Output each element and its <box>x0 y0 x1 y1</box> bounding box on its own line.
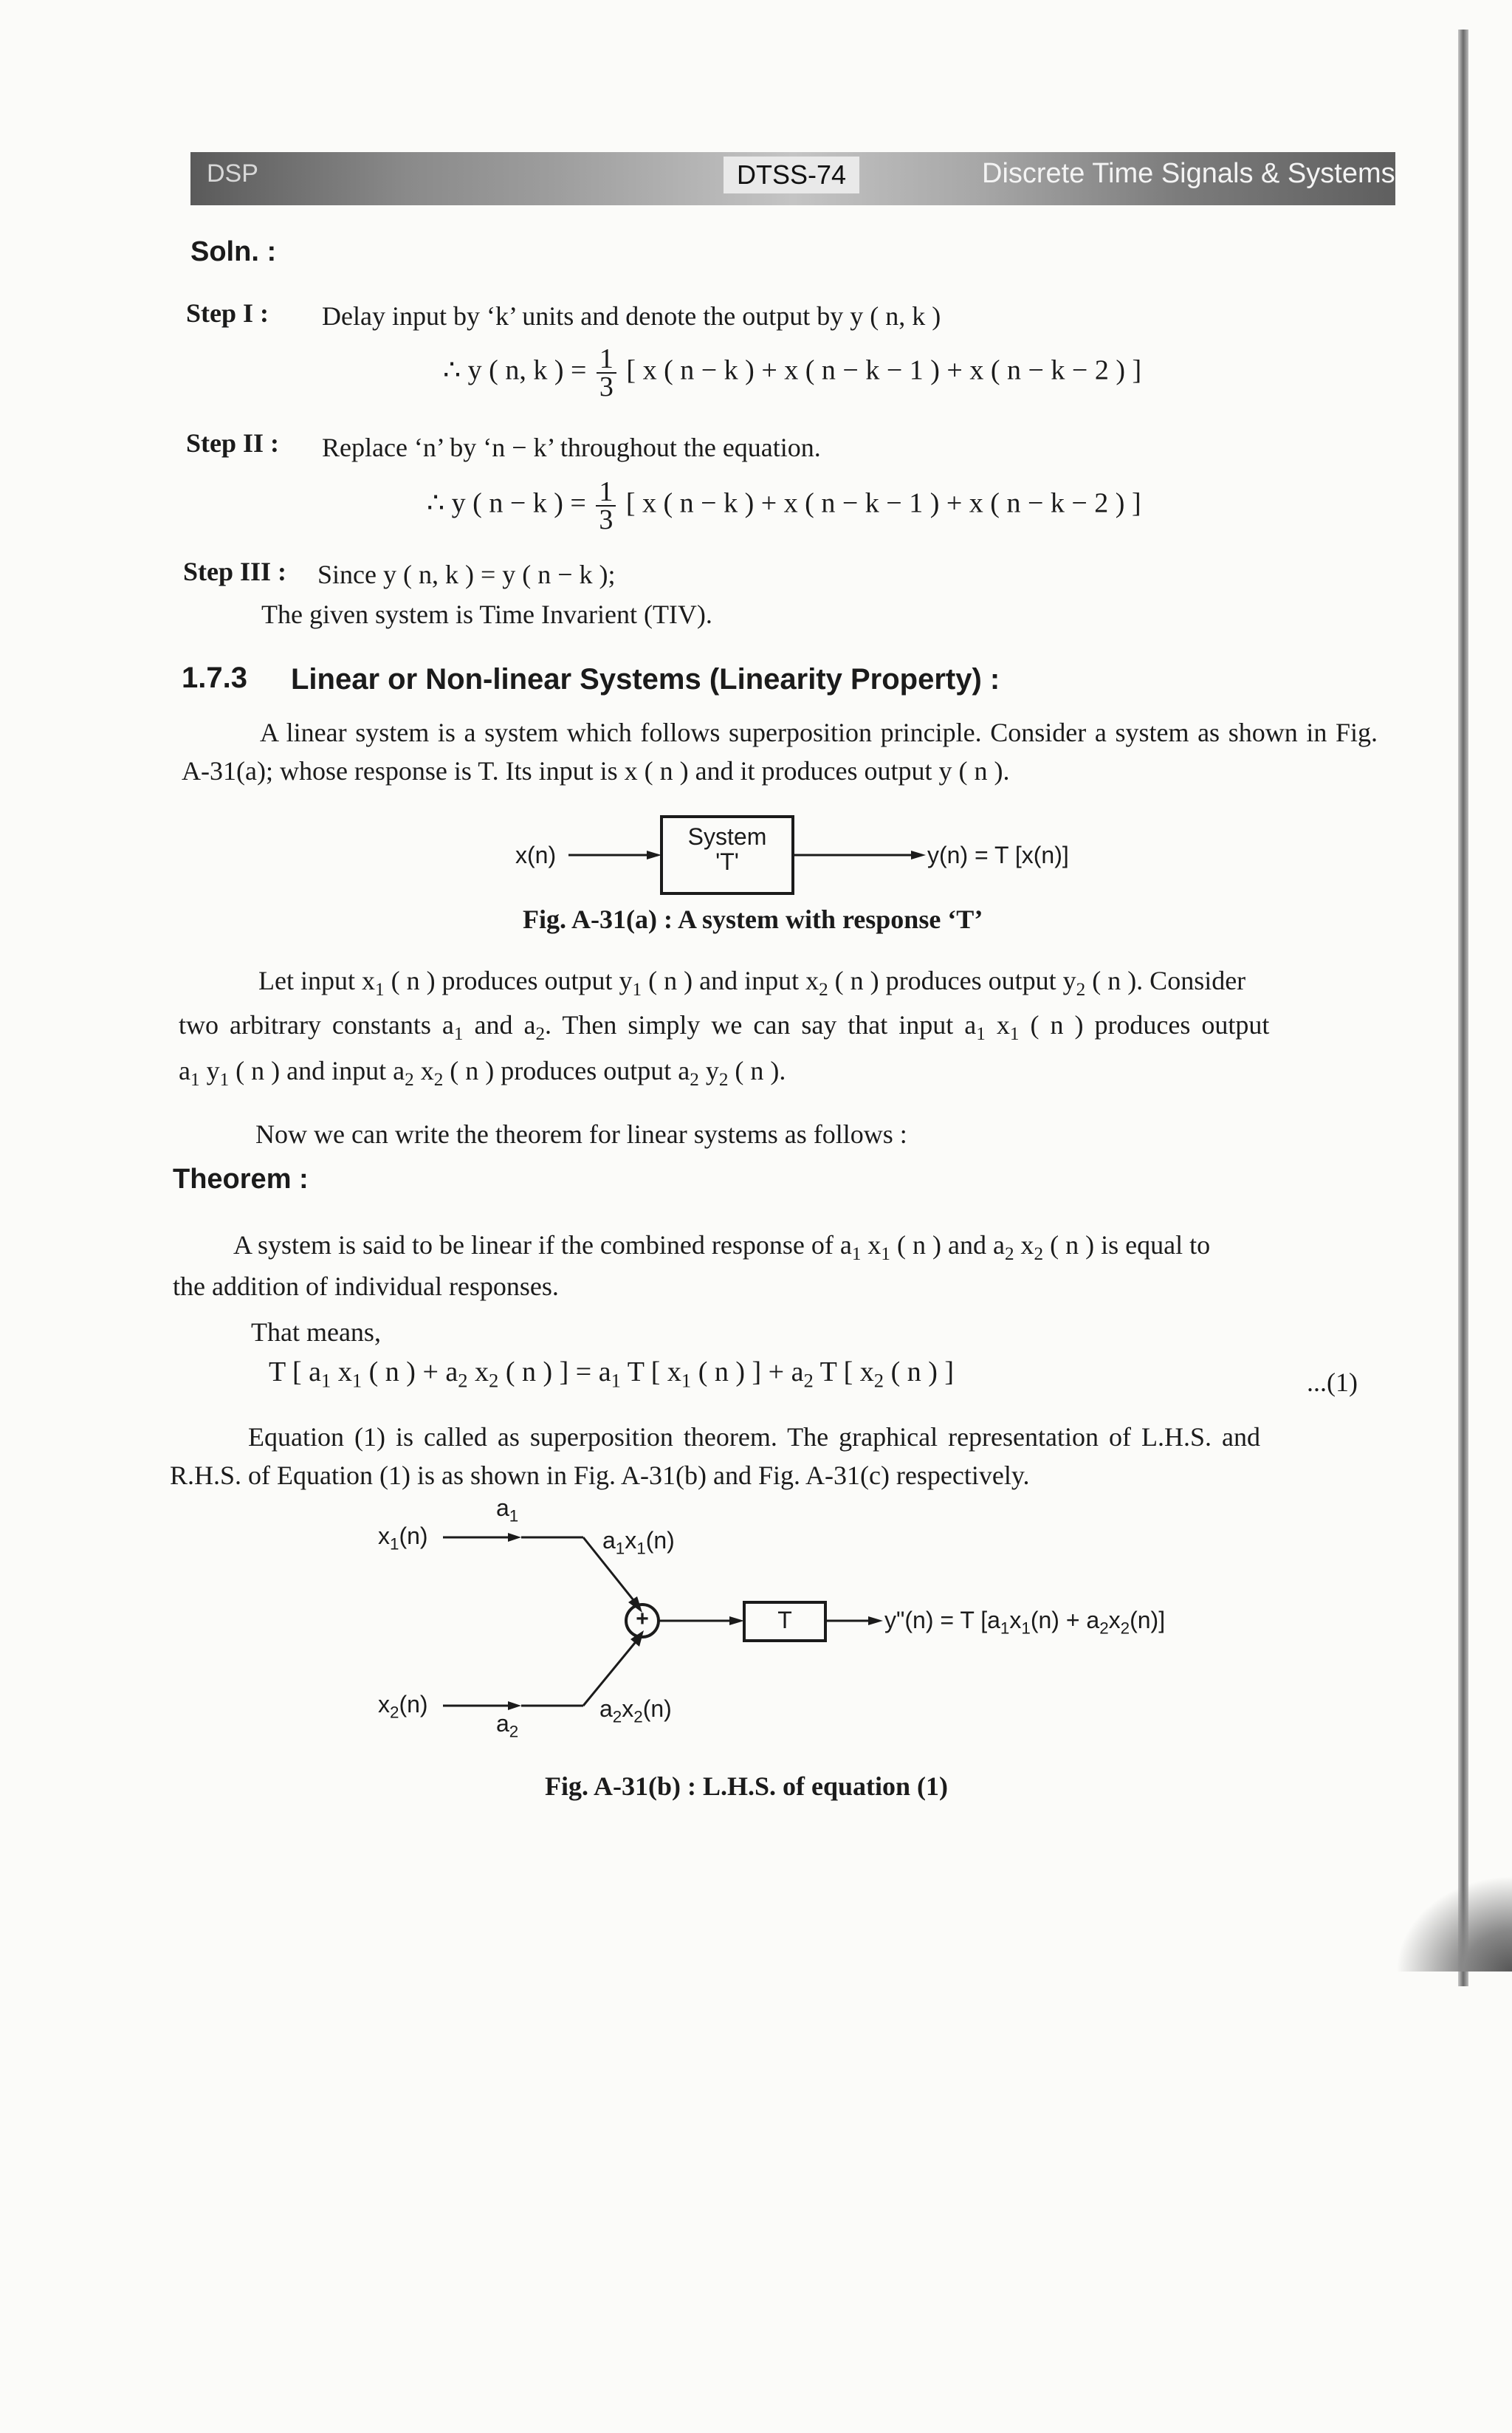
fig-a-input-label: x(n) <box>515 842 557 868</box>
subscript: 2 <box>690 1070 699 1091</box>
theorem-line2: the addition of individual responses. <box>173 1272 559 1301</box>
equation-superposition <box>269 1356 954 1393</box>
fraction-one-third <box>597 343 616 402</box>
text-run: ( n ) ] <box>884 1356 955 1387</box>
text-run: x <box>378 1691 390 1717</box>
text-run: and a <box>463 1010 536 1040</box>
paragraph-inputs-line1 <box>258 961 1245 1009</box>
subscript: 2 <box>1099 1619 1109 1638</box>
fig-a-box-label <box>662 824 793 874</box>
a2-gain-label <box>496 1710 518 1741</box>
fraction-denominator: 3 <box>599 371 614 402</box>
text-run: x <box>467 1356 489 1387</box>
section-title: Linear or Non-linear Systems (Linearity Property) : <box>291 663 1000 696</box>
x1-arrowhead <box>508 1533 521 1542</box>
subscript: 2 <box>873 1369 884 1392</box>
step3-text: Since y ( n, k ) = y ( n − k ); <box>317 560 616 589</box>
text-run: ( n ) produces output <box>1019 1010 1270 1040</box>
subscript: 1 <box>453 1024 464 1045</box>
fig-b-caption: Fig. A-31(b) : L.H.S. of equation (1) <box>545 1771 949 1801</box>
that-means: That means, <box>251 1317 381 1347</box>
text-run: y <box>698 1056 719 1085</box>
text-run: ( n ) + a <box>362 1356 458 1387</box>
text-run: (n) + a <box>1030 1607 1100 1633</box>
subscript: 1 <box>351 1369 362 1392</box>
subscript: 1 <box>636 1539 646 1558</box>
paragraph-linear-system: A linear system is a system which follows superposition principle. Consider a system as shown in Fig. A-31(a); whose response is T. Its input is x ( n ) and it produces output y ( n ). <box>182 718 1378 786</box>
subscript: 2 <box>612 1707 622 1726</box>
subscript: 2 <box>718 1070 729 1091</box>
subscript: 1 <box>632 980 642 1001</box>
text-run: x <box>1009 1607 1022 1633</box>
text-run: ( n ) and a <box>890 1230 1005 1260</box>
text-run: x <box>985 1010 1010 1040</box>
step3-label: Step III : <box>183 557 287 586</box>
fraction-one-third <box>596 478 616 533</box>
text-run: (n)] <box>1130 1607 1166 1633</box>
text-run: (n) <box>645 1527 675 1554</box>
a1x1-label <box>602 1527 675 1558</box>
subscript: 2 <box>509 1722 519 1741</box>
subscript: 1 <box>1000 1619 1010 1638</box>
subscript: 2 <box>458 1369 468 1392</box>
subscript: 2 <box>1120 1619 1130 1638</box>
subscript: 1 <box>190 1070 200 1091</box>
subscript: 1 <box>1021 1619 1031 1638</box>
header-chapter-title: Discrete Time Signals & Systems <box>982 158 1395 189</box>
step2-text: Replace ‘n’ by ‘n − k’ throughout the equation. <box>322 433 821 462</box>
T-output-arrowhead <box>868 1616 883 1625</box>
text-run: ( n ) produces output y <box>384 966 633 995</box>
x2-input-label <box>378 1691 428 1722</box>
text-run: a <box>179 1056 190 1085</box>
text-run: x <box>378 1523 390 1549</box>
system-T-label: 'T' <box>715 848 739 875</box>
subscript: 2 <box>433 1070 444 1091</box>
subscript: 2 <box>1004 1244 1014 1265</box>
subscript: 2 <box>489 1369 499 1392</box>
text-run: a <box>599 1695 613 1722</box>
subscript: 1 <box>681 1369 692 1392</box>
text-run: x <box>1108 1607 1121 1633</box>
text-run: ( n ) produces output a <box>443 1056 690 1085</box>
x2-arrowhead <box>508 1701 521 1710</box>
fig-b-output-label <box>884 1607 1165 1638</box>
text-run: x <box>861 1230 882 1260</box>
text-run: ( n ). Consider <box>1085 966 1246 995</box>
fraction-numerator: 1 <box>596 478 616 507</box>
input-arrowhead <box>647 851 662 859</box>
paragraph-theorem-intro: Now we can write the theorem for linear systems as follows : <box>255 1119 907 1149</box>
page-edge-shadow <box>1458 30 1468 1986</box>
text-run: y <box>199 1056 220 1085</box>
subscript: 1 <box>219 1070 230 1091</box>
subscript: 1 <box>321 1369 331 1392</box>
page-corner-shadow <box>1395 1876 1512 1972</box>
fig-a-caption: Fig. A-31(a) : A system with response ‘T’ <box>523 905 983 934</box>
theorem-heading: Theorem : <box>173 1164 309 1195</box>
subscript: 1 <box>374 980 385 1001</box>
header-book-code: DSP <box>207 159 258 188</box>
text-run: Let input x <box>258 966 375 995</box>
paragraph-inputs-line3 <box>179 1051 786 1099</box>
text-run: x <box>413 1056 434 1085</box>
text-run: two arbitrary constants a <box>179 1010 454 1040</box>
subscript: 2 <box>390 1703 399 1722</box>
subscript: 1 <box>615 1539 625 1558</box>
subscript: 1 <box>976 1024 986 1045</box>
text-run: a <box>496 1495 509 1521</box>
step2-equation <box>427 478 1141 533</box>
text-run: a <box>602 1527 616 1554</box>
text-run: T [ x <box>813 1356 874 1387</box>
step1-label: Step I : <box>186 298 269 328</box>
subscript: 1 <box>611 1369 621 1392</box>
subscript: 2 <box>819 980 828 1001</box>
step2-label: Step II : <box>186 428 280 458</box>
equation-number: ...(1) <box>1307 1368 1358 1397</box>
a2x2-label <box>599 1695 672 1726</box>
text-run: ( n ) ] = a <box>498 1356 611 1387</box>
step2-eq-rhs: [ x ( n − k ) + x ( n − k − 1 ) + x ( n − k − 2 ) ] <box>625 487 1141 519</box>
text-run: ( n ) and input x <box>642 966 819 995</box>
T-block-label: T <box>777 1607 792 1633</box>
step3-conclusion: The given system is Time Invarient (TIV). <box>261 600 712 629</box>
step1-eq-rhs: [ x ( n − k ) + x ( n − k − 1 ) + x ( n − k − 2 ) ] <box>626 354 1142 386</box>
text-run: T [ a <box>269 1356 322 1387</box>
subscript: 1 <box>881 1244 890 1265</box>
fraction-numerator: 1 <box>597 346 616 374</box>
paragraph-superposition-line1: Equation (1) is called as superposition theorem. The graphical representation of L.H.S. and <box>248 1422 1260 1452</box>
text-run: x <box>331 1356 352 1387</box>
text-run: A system is said to be linear if the combined response of a <box>233 1230 852 1260</box>
subscript: 2 <box>633 1707 643 1726</box>
solution-heading: Soln. : <box>190 236 277 267</box>
subscript: 2 <box>803 1369 814 1392</box>
subscript: 2 <box>1076 980 1086 1001</box>
text-run: (n) <box>399 1691 428 1717</box>
section-number: 1.7.3 <box>182 662 247 694</box>
output-arrowhead <box>911 851 926 859</box>
fig-a-output-label: y(n) = T [x(n)] <box>927 842 1069 868</box>
subscript: 1 <box>509 1506 519 1526</box>
text-run: (n) <box>642 1695 672 1722</box>
text-run: x <box>622 1695 634 1722</box>
text-run: (n) <box>399 1523 428 1549</box>
fraction-denominator: 3 <box>599 504 614 535</box>
text-run: ( n ) ] + a <box>691 1356 804 1387</box>
subscript: 2 <box>405 1070 414 1091</box>
step1-eq-lhs: ∴ y ( n, k ) = <box>443 354 587 386</box>
step1-equation <box>443 343 1142 402</box>
step2-eq-lhs: ∴ y ( n − k ) = <box>427 487 586 519</box>
subscript: 1 <box>1009 1024 1020 1045</box>
paragraph-superposition-line2: R.H.S. of Equation (1) is as shown in Fig. A-31(b) and Fig. A-31(c) respectively. <box>170 1461 1030 1490</box>
summer-plus-label: + <box>636 1607 649 1631</box>
x1-input-label <box>378 1523 428 1554</box>
system-label: System <box>687 823 767 850</box>
text-run: a <box>496 1710 509 1737</box>
text-run: x <box>625 1527 637 1554</box>
a1-gain-label <box>496 1495 518 1526</box>
subscript: 1 <box>851 1244 862 1265</box>
step1-text: Delay input by ‘k’ units and denote the output by y ( n, k ) <box>322 301 941 331</box>
text-run: ( n ) produces output y <box>828 966 1076 995</box>
subscript: 2 <box>535 1024 546 1045</box>
text-run: ( n ) is equal to <box>1043 1230 1211 1260</box>
text-run: ( n ). <box>728 1056 786 1085</box>
text-run: x <box>1014 1230 1034 1260</box>
header-page-number: DTSS-74 <box>724 157 859 193</box>
subscript: 2 <box>1034 1244 1044 1265</box>
sum-output-arrowhead <box>729 1616 744 1625</box>
paragraph-inputs-line2 <box>179 1006 1269 1054</box>
text-run: ( n ) and input a <box>229 1056 405 1085</box>
text-run: y"(n) = T [a <box>884 1607 1000 1633</box>
subscript: 1 <box>390 1534 399 1554</box>
text-run: . Then simply we can say that input a <box>545 1010 977 1040</box>
text-run: T [ x <box>620 1356 681 1387</box>
